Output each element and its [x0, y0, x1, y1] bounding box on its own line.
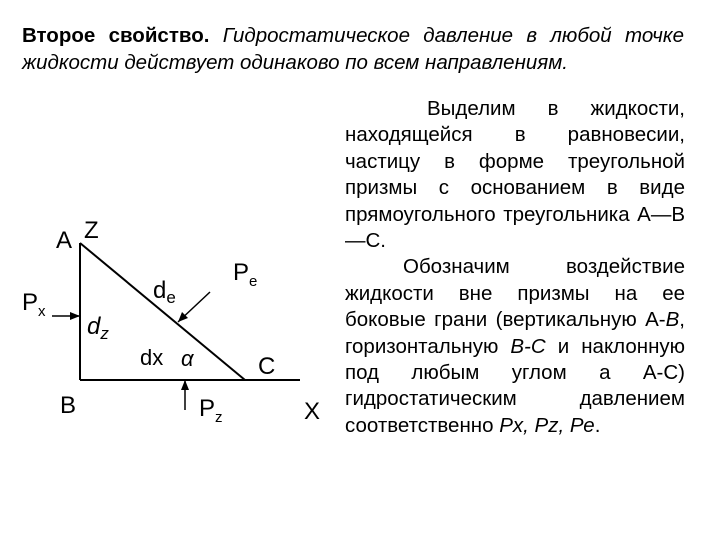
pz-arrowhead — [181, 380, 189, 390]
px-arrowhead — [70, 312, 80, 320]
paragraph-1: Выделим в жидкости, находящейся в равновесии, частицу в форме треугольной призмы с основанием в виде прямоугольного треугольника А—В—С. — [345, 97, 685, 253]
label-dz — [87, 313, 109, 343]
label-de-main: d — [153, 277, 167, 304]
label-dx: dх — [140, 345, 164, 370]
heading-italic: Гидростатическое давление в любой точке жидкости действует одинаково по всем направлениям. — [22, 24, 684, 74]
label-Px-sub: х — [38, 303, 46, 320]
label-de-sub: e — [166, 288, 176, 307]
p2-part-h: . — [594, 413, 601, 437]
label-de — [153, 277, 176, 307]
p2-part-d: В-С — [510, 334, 546, 358]
p2-part-e: и наклонную под любым углом а А-С) — [345, 334, 686, 385]
p2-part-a: Обозначим воздействие жидкости вне призмы на ее боковые грани (вертикальную А- — [345, 255, 685, 332]
label-Pe-sub: е — [249, 273, 258, 290]
p2-part-g: Рх, Pz, Ре — [499, 413, 595, 437]
label-X: Х — [304, 398, 321, 425]
label-Z: Z — [84, 217, 99, 244]
label-A: А — [56, 227, 73, 254]
label-Pz — [199, 395, 223, 426]
label-Px-main: Р — [22, 289, 39, 316]
heading-bold: Второе свойство. — [22, 24, 210, 47]
p2-part-c: , горизонтальную — [345, 308, 685, 358]
label-dz-sub: z — [100, 324, 109, 343]
label-Pe — [233, 259, 257, 290]
label-Pe-main: Р — [233, 259, 250, 286]
label-Pz-sub: z — [215, 409, 223, 426]
p2-part-f: гидростатическим давлением соответственно — [345, 387, 685, 437]
label-Px — [22, 289, 46, 320]
label-alpha: α — [181, 346, 194, 371]
label-dz-main: d — [87, 313, 101, 340]
p2-part-b: В — [665, 308, 680, 332]
label-B: В — [60, 392, 77, 419]
label-Pz-main: Р — [199, 395, 216, 422]
label-C: С — [258, 353, 276, 380]
